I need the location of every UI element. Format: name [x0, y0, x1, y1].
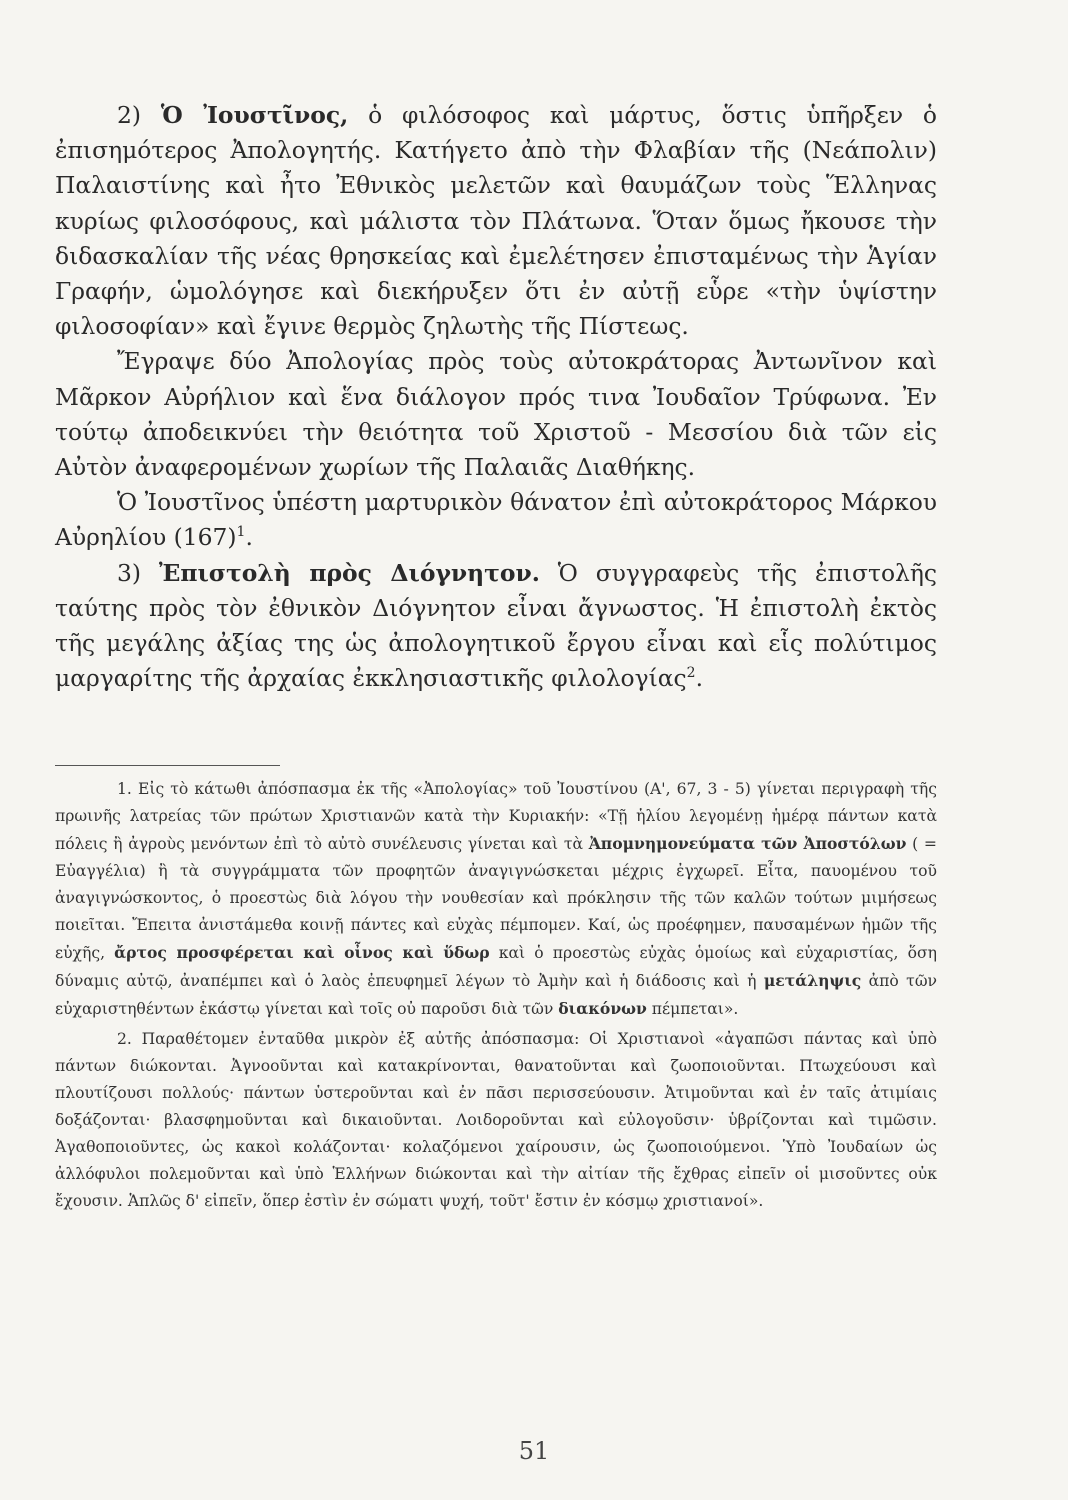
footnotes: [55, 776, 937, 1215]
footnote-ref-2[interactable]: 2: [686, 665, 696, 682]
section-number: 3): [117, 558, 142, 587]
page-number: 51: [518, 1437, 550, 1465]
paragraph-martyrdom: [55, 485, 937, 555]
footnote-text: πέμπεται».: [651, 1000, 739, 1018]
punctuation: .: [245, 523, 253, 552]
footnote-2: [55, 1026, 937, 1215]
paragraph-text: Ἔγραψε δύο Ἀπολογίας πρὸς τοὺς αὐτοκράτορας Ἀντωνῖνον καὶ Μᾶρκον Αὐρήλιον καὶ ἕνα διάλογον πρός τινα Ἰουδαῖον Τρύφωνα. Ἐν τούτῳ ἀποδεικνύει τὴν θειότητα τοῦ Χριστοῦ - Μεσσίου διὰ τῶν εἰς Αὐτὸν ἀναφερομένων χωρίων τῆς Παλαιᾶς Διαθήκης.: [55, 347, 937, 482]
footnote-text: 1. Εἰς τὸ κάτωθι ἀπόσπασμα ἐκ τῆς «Ἀπολογίας» τοῦ Ἰουστίνου (Α', 67, 3 - 5) γίνεται περιγραφὴ τῆς πρωινῆς λατρείας τῶν πρώτων Χριστιανῶν κατὰ τὴν Κυριακήν: «Τῇ ἡλίου λεγομένῃ ἡμέρᾳ πάντων κατὰ πόλεις ἢ ἀγροὺς μενόντων ἐπὶ τὸ αὐτὸ συνέλευσις γίνεται καὶ τὰ: [55, 780, 937, 853]
footnote-text: ( = Εὐαγγέλια) ἢ τὰ συγγράμματα τῶν προφητῶν ἀναγιγνώσκεται μέχρις ἐγχωρεῖ. Εἶτα, παυομένου τοῦ ἀναγιγνώσκοντος, ὁ προεστὼς διὰ λόγου τὴν νουθεσίαν καὶ πρόκλησιν τῆς τῶν καλῶν τούτων μιμήσεως ποιεῖται. Ἔπειτα ἀνιστάμεθα κοινῇ πάντες καὶ εὐχὰς πέμπομεν. Καί, ὡς προέφημεν, παυσαμένων ἡμῶν τῆς εὐχῆς,: [55, 835, 937, 962]
footnote-text: 2. Παραθέτομεν ἐνταῦθα μικρὸν ἐξ αὐτῆς ἀπόσπασμα: Οἱ Χριστιανοὶ «ἀγαπῶσι πάντας καὶ ὑπὸ πάντων διώκονται. Ἀγνοοῦνται καὶ κατακρίνονται, θανατοῦνται καὶ ζωοποιοῦνται. Πτωχεύουσι καὶ πλουτίζουσι πολλούς· πάντων ὑστεροῦνται καὶ ἐν πᾶσι περισσεύουσιν. Ἀτιμοῦνται καὶ ἐν ταῖς ἀτιμίαις δοξάζονται· βλασφημοῦνται καὶ δικαιοῦνται. Λοιδοροῦνται καὶ εὐλογοῦσιν· ὑβρίζονται καὶ τιμῶσιν. Ἀγαθοποιοῦντες, ὡς κακοὶ κολάζονται· κολαζόμενοι χαίρουσιν, ὡς ζωοποιούμενοι. Ὑπὸ Ἰουδαίων ὡς ἀλλόφυλοι πολεμοῦνται καὶ ὑπὸ Ἑλλήνων διώκονται καὶ τὴν αἰτίαν τῆς ἔχθρας εἰπεῖν οἱ μισοῦντες οὐκ ἔχουσιν. Ἁπλῶς δ' εἰπεῖν, ὅπερ ἐστὶν ἐν σώματι ψυχή, τοῦτ' ἔστιν ἐν κόσμῳ χριστιανοί».: [55, 1030, 937, 1210]
main-text: [55, 98, 937, 696]
footnote-text: καὶ ὁ προεστὼς εὐχὰς ὁμοίως καὶ εὐχαριστίας, ὅση δύναμις αὐτῷ, ἀναπέμπει καὶ ὁ λαὸς ἐπευφημεῖ λέγων τὸ Ἀμὴν καὶ ἡ διάδοσις καὶ ἡ: [55, 944, 937, 990]
paragraph-text: Ὁ συγγραφεὺς τῆς ἐπιστολῆς ταύτης πρὸς τὸν ἐθνικὸν Διόγνητον εἶναι ἄγνωστος. Ἡ ἐπιστολὴ ἐκτὸς τῆς μεγάλης ἀξίας της ὡς ἀπολογητικοῦ ἔργου εἶναι καὶ εἷς πολύτιμος μαργαρίτης τῆς ἀρχαίας ἐκκλησιαστικῆς φιλολογίας: [55, 558, 937, 693]
section-number: 2): [117, 101, 142, 129]
footnote-separator: [55, 765, 280, 766]
footnote-emphasis: μετάληψις: [763, 971, 862, 990]
footnote-text: ἀπὸ τῶν εὐχαριστηθέντων ἑκάστῳ γίνεται καὶ τοῖς οὐ παροῦσι διὰ τῶν: [55, 972, 938, 1018]
punctuation: .: [695, 664, 704, 693]
paragraph-diognetus: [55, 556, 937, 697]
paragraph-text: ὁ φιλόσοφος καὶ μάρτυς, ὅστις ὑπῆρξεν ὁ ἐπισημότερος Ἀπολογητής. Κατήγετο ἀπὸ τὴν Φλαβίαν τῆς (Νεάπολιν) Παλαιστίνης καὶ ἦτο Ἐθνικὸς μελετῶν καὶ θαυμάζων τοὺς Ἕλληνας κυρίως φιλοσόφους, καὶ μάλιστα τὸν Πλάτωνα. Ὅταν ὅμως ἤκουσε τὴν διδασκαλίαν τῆς νέας θρησκείας καὶ ἐμελέτησεν ἐπισταμένως τὴν Ἁγίαν Γραφήν, ὡμολόγησε καὶ διεκήρυξεν ὅτι ἐν αὐτῇ εὗρε «τὴν ὑψίστην φιλοσοφίαν» καὶ ἔγινε θερμὸς ζηλωτὴς τῆς Πίστεως.: [55, 101, 937, 341]
footnote-emphasis: διακόνων: [558, 999, 647, 1018]
paragraph-apologies: [55, 344, 937, 485]
footnote-ref-1[interactable]: 1: [236, 524, 246, 541]
footnote-emphasis: Ἀπομνημονεύματα τῶν Ἀποστόλων: [588, 834, 907, 853]
footnote-1: [55, 776, 937, 1023]
paragraph-justin: [55, 98, 937, 344]
paragraph-text: Ὁ Ἰουστῖνος ὑπέστη μαρτυρικὸν θάνατον ἐπὶ αὐτοκράτορος Μάρκου Αὐρηλίου (167): [55, 488, 937, 552]
section-heading: Ὁ Ἰουστῖνος,: [160, 101, 349, 129]
section-heading: Ἐπιστολὴ πρὸς Διόγνητον.: [158, 558, 540, 587]
footnote-emphasis: ἄρτος προσφέρεται καὶ οἶνος καὶ ὕδωρ: [114, 943, 490, 962]
